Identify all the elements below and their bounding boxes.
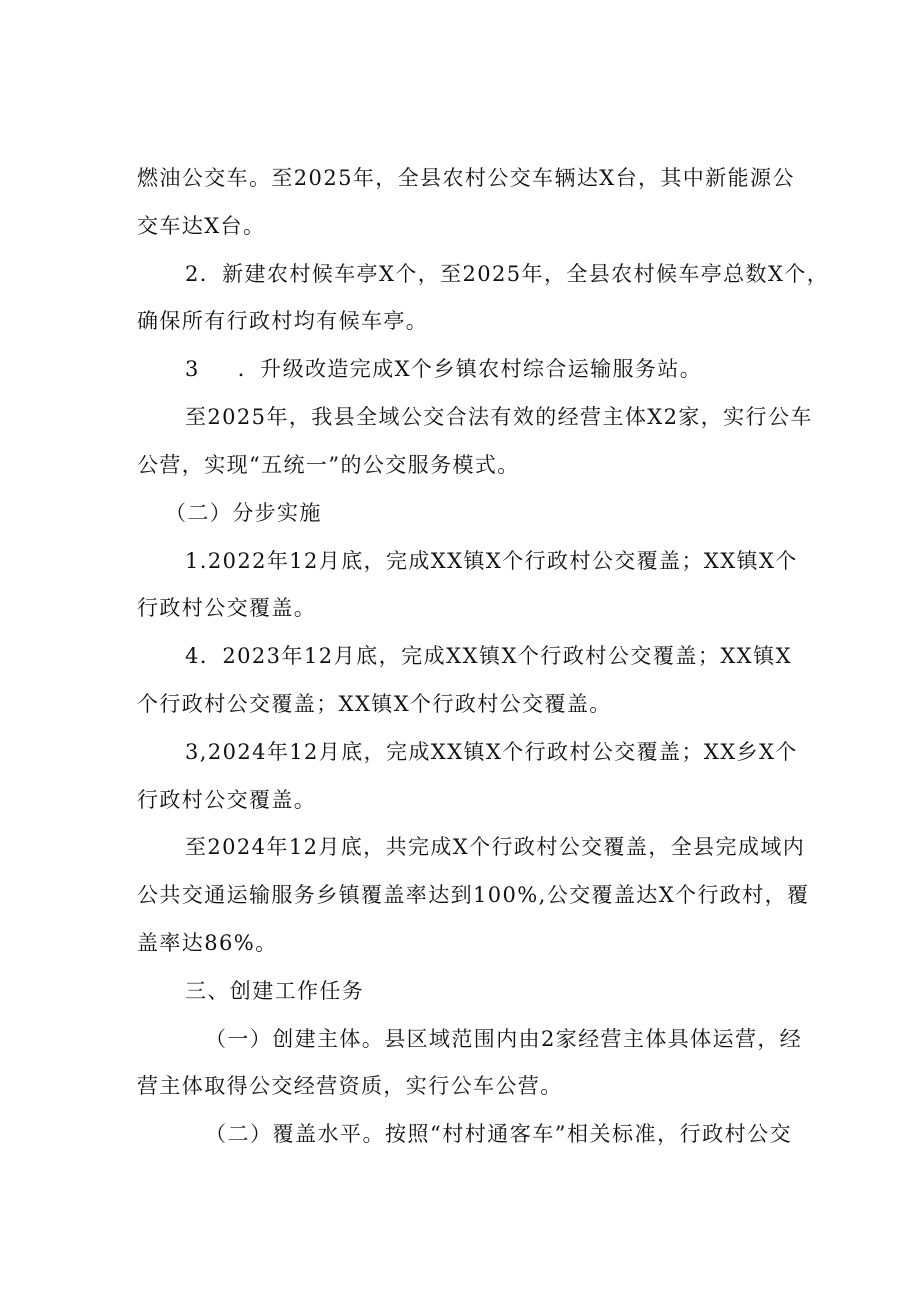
text-line: 行政村公交覆盖。: [137, 596, 317, 620]
text-line: 燃油公交车。至2025年，全县农村公交车辆达X台，其中新能源公: [137, 166, 795, 190]
text-line: （一）创建主体。县区域范围内由2家经营主体具体运营，经: [205, 1027, 803, 1051]
section-heading: 三、创建工作任务: [185, 979, 365, 1003]
text-line: 3,2024年12月底，完成XX镇X个行政村公交覆盖；XX乡X个: [185, 740, 798, 764]
text-line: 4．2023年12月底，完成XX镇X个行政村公交覆盖；XX镇X: [185, 644, 792, 668]
text-line: 1.2022年12月底，完成XX镇X个行政村公交覆盖；XX镇X个: [185, 549, 798, 573]
text-line: 盖率达86%。: [137, 931, 278, 955]
text-line: （二）覆盖水平。按照“村村通客车”相关标准，行政村公交: [205, 1122, 792, 1146]
text-line: 个行政村公交覆盖；XX镇X个行政村公交覆盖。: [137, 692, 612, 716]
text-line: 行政村公交覆盖。: [137, 788, 317, 812]
list-text: ．升级改造完成X个乡镇农村综合运输服务站。: [237, 357, 703, 381]
text-line: 确保所有行政村均有候车亭。: [137, 309, 429, 333]
text-line: 营主体取得公交经营资质，实行公车公营。: [137, 1074, 563, 1098]
text-line: 至2024年12月底，共完成X个行政村公交覆盖，全县完成域内: [185, 835, 806, 859]
text-line: 公营，实现“五统一”的公交服务模式。: [137, 453, 520, 477]
section-heading: （二）分步实施: [165, 501, 322, 525]
text-line: 至2025年，我县全域公交合法有效的经营主体X2家，实行公车: [185, 405, 813, 429]
list-number: 3: [185, 357, 200, 381]
text-line: 交车达X台。: [137, 214, 266, 238]
text-line: 公共交通运输服务乡镇覆盖率达到100%,公交覆盖达X个行政村，覆: [137, 883, 810, 907]
text-line: [185, 355, 792, 383]
text-line: 2．新建农村候车亭X个，至2025年，全县农村候车亭总数X个，: [185, 262, 830, 286]
